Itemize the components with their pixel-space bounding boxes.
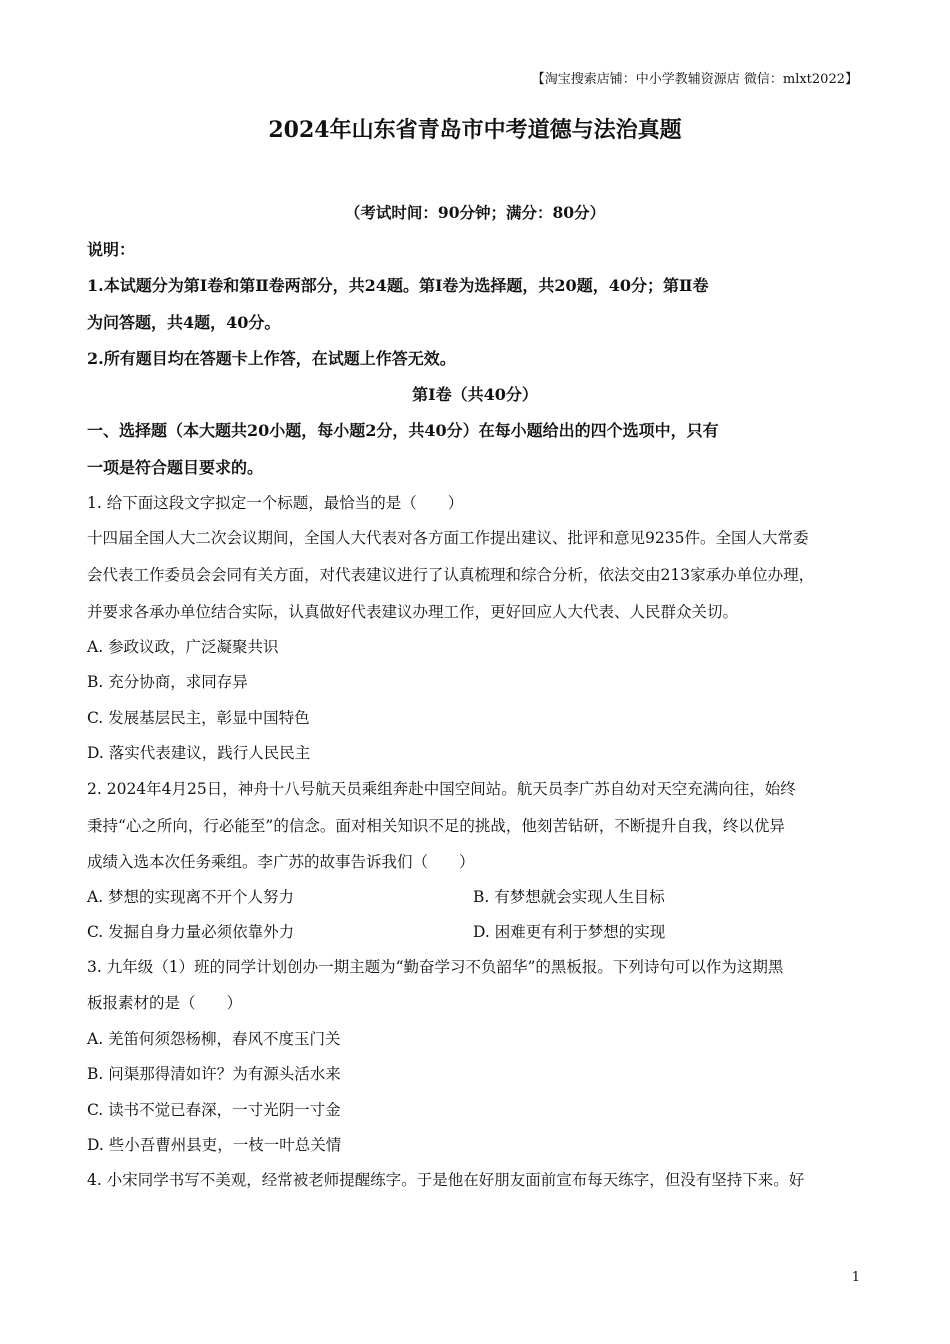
option-c: C. 读书不觉已春深，一寸光阴一寸金: [87, 1101, 341, 1119]
question-stem: 1. 给下面这段文字拟定一个标题，最恰当的是（ ）: [87, 494, 464, 512]
option-a: A. 梦想的实现离不开个人努力: [87, 888, 295, 906]
instruction-line: 1.本试题分为第Ⅰ卷和第Ⅱ卷两部分，共24题。第Ⅰ卷为选择题，共20题，40分；第Ⅱ卷: [87, 276, 709, 295]
section-title: 第Ⅰ卷（共40分）: [412, 385, 538, 404]
instruction-line: 为问答题，共4题，40分。: [87, 313, 281, 332]
question-stem: 十四届全国人大二次会议期间，全国人大代表对各方面工作提出建议、批评和意见9235件。全国人大常委: [87, 529, 809, 547]
part-heading-line: 一、选择题（本大题共20小题，每小题2分，共40分）在每小题给出的四个选项中，只有: [87, 421, 719, 440]
question-stem: 板报素材的是（ ）: [87, 994, 243, 1012]
option-d: D. 些小吾曹州县吏，一枝一叶总关情: [87, 1136, 342, 1154]
question-stem: 成绩入选本次任务乘组。李广苏的故事告诉我们（ ）: [87, 853, 475, 871]
header-note: 【淘宝搜索店铺：中小学教辅资源店 微信：mlxt2022】: [531, 72, 858, 87]
option-a: A. 参政议政，广泛凝聚共识: [87, 638, 279, 656]
question-stem: 3. 九年级（1）班的同学计划创办一期主题为“勤奋学习不负韶华”的黑板报。下列诗句可以作为这期黑: [87, 958, 784, 976]
option-b: B. 问渠那得清如许？为有源头活水来: [87, 1065, 341, 1083]
option-d: D. 困难更有利于梦想的实现: [473, 923, 666, 941]
question-stem: 并要求各承办单位结合实际，认真做好代表建议办理工作，更好回应人大代表、人民群众关切。: [87, 603, 739, 621]
instructions-heading: 说明：: [87, 240, 136, 259]
option-c: C. 发展基层民主，彰显中国特色: [87, 709, 310, 727]
page-title: 2024年山东省青岛市中考道德与法治真题: [268, 117, 682, 143]
question-stem: 4. 小宋同学书写不美观，经常被老师提醒练字。于是他在好朋友面前宣布每天练字，但没有坚持下来。好: [87, 1171, 805, 1189]
question-stem: 秉持“心之所向，行必能至”的信念。面对相关知识不足的挑战，他刻苦钻研，不断提升自我，终以优异: [87, 817, 785, 835]
part-heading-line: 一项是符合题目要求的。: [87, 458, 264, 477]
option-a: A. 羌笛何须怨杨柳，春风不度玉门关: [87, 1030, 341, 1048]
option-d: D. 落实代表建议，践行人民民主: [87, 744, 311, 762]
option-c: C. 发掘自身力量必须依靠外力: [87, 923, 295, 941]
question-stem: 会代表工作委员会会同有关方面，对代表建议进行了认真梳理和综合分析，依法交由213家承办单位办理，: [87, 566, 815, 584]
option-b: B. 有梦想就会实现人生目标: [473, 888, 665, 906]
instruction-line: 2.所有题目均在答题卡上作答，在试题上作答无效。: [87, 349, 456, 368]
exam-info: （考试时间：90分钟；满分：80分）: [344, 203, 606, 222]
option-b: B. 充分协商，求同存异: [87, 673, 248, 691]
question-stem: 2. 2024年4月25日，神舟十八号航天员乘组奔赴中国空间站。航天员李广苏自幼对天空充满向往，始终: [87, 780, 796, 798]
page-number: 1: [851, 1270, 860, 1285]
